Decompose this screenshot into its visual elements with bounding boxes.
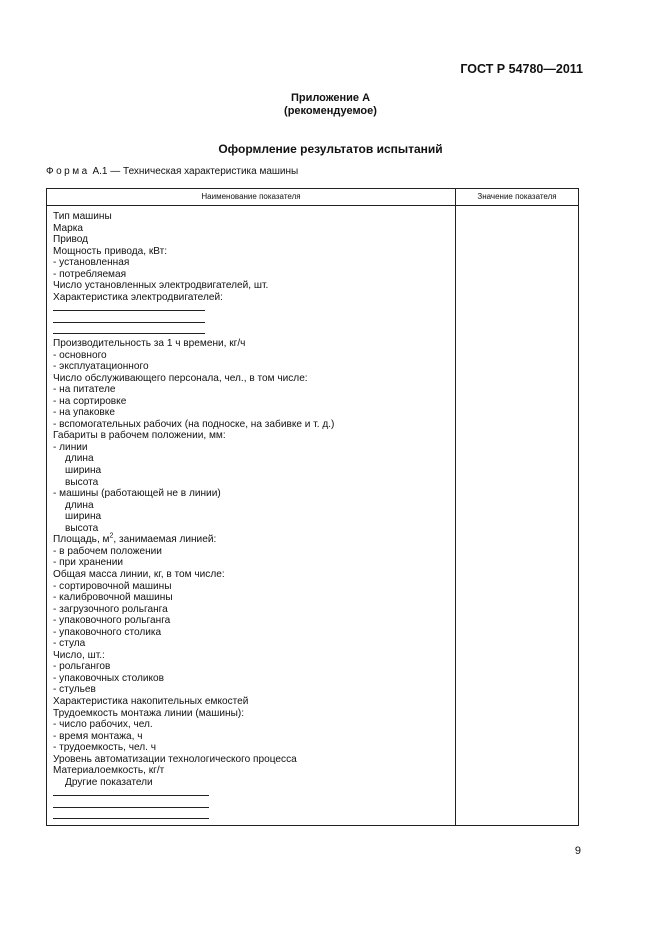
form-caption [46, 166, 298, 177]
column-divider [455, 189, 456, 825]
table-row: Материалоемкость, кг/т [53, 765, 165, 777]
table-row: - машины (работающей не в линии) [53, 488, 221, 500]
table-row: высота [65, 522, 99, 534]
table-row: длина [65, 453, 94, 465]
table-row: - на упаковке [53, 407, 115, 419]
characteristics-table [46, 188, 579, 826]
table-row: Марка [53, 222, 84, 234]
annex-title: Приложение А [290, 92, 371, 104]
table-row: Производительность за 1 ч времени, кг/ч [53, 338, 246, 350]
table-row: - при хранении [53, 557, 124, 569]
table-row [53, 534, 453, 546]
table-row: - упаковочного рольганга [53, 615, 171, 627]
annex-status: (рекомендуемое) [284, 105, 377, 117]
table-row: - в рабочем положении [53, 545, 162, 557]
table-row: - упаковочного столика [53, 626, 162, 638]
indicator-list [53, 211, 453, 823]
table-row: Число установленных электродвигателей, шт. [53, 280, 269, 292]
table-row: - эксплуатационного [53, 361, 149, 373]
table-row: - калибровочной машины [53, 592, 173, 604]
table-row: - потребляемая [53, 268, 127, 280]
table-row: ширина [65, 465, 102, 477]
blank-fill-line [53, 326, 453, 338]
table-row: - на сортировке [53, 395, 127, 407]
annex-heading [0, 92, 661, 118]
table-row: - установленная [53, 257, 130, 269]
table-row: Число обслуживающего персонала, чел., в том числе: [53, 372, 308, 384]
table-row: Общая масса линии, кг, в том числе: [53, 568, 225, 580]
table-row: - трудоемкость, чел. ч [53, 742, 157, 754]
form-caption-text: А.1 — Техническая характеристика машины [92, 166, 299, 177]
column-header-name: Наименование показателя [47, 189, 455, 206]
area-label: Площадь, м [53, 534, 110, 546]
table-row: высота [65, 476, 99, 488]
table-row: длина [65, 499, 94, 511]
table-row: Уровень автоматизации технологического процесса [53, 753, 297, 765]
table-row: Привод [53, 234, 89, 246]
table-row: Мощность привода, кВт: [53, 245, 168, 257]
table-row: ширина [65, 511, 102, 523]
table-row: - линии [53, 441, 88, 453]
table-row: - основного [53, 349, 107, 361]
table-row: - рольгангов [53, 661, 111, 673]
table-row: - время монтажа, ч [53, 730, 143, 742]
table-row: - загрузочного рольганга [53, 603, 168, 615]
table-row: Тип машины [53, 211, 112, 222]
table-row: Другие показатели [65, 776, 153, 788]
blank-fill-line [53, 800, 453, 812]
blank-fill-line [53, 788, 453, 800]
table-row: Трудоемкость монтажа линии (машины): [53, 707, 244, 719]
column-header-value: Значение показателя [455, 189, 579, 206]
table-row: - упаковочных столиков [53, 672, 164, 684]
area-label-suffix: , занимаемая линией: [113, 534, 217, 546]
form-label: Форма [46, 166, 90, 177]
table-row: - стула [53, 638, 86, 650]
table-row: - стульев [53, 684, 96, 696]
table-row: Характеристика электродвигателей: [53, 291, 223, 303]
table-row: - вспомогательных рабочих (на подноске, на забивке и т. д.) [53, 418, 335, 430]
table-row: Характеристика накопительных емкостей [53, 695, 249, 707]
table-row: - на питателе [53, 384, 116, 396]
standard-designation: ГОСТ Р 54780—2011 [460, 62, 583, 76]
page-number: 9 [574, 845, 581, 857]
blank-fill-line [53, 303, 453, 315]
blank-fill-line [53, 811, 453, 823]
table-row: - число рабочих, чел. [53, 719, 153, 731]
table-row: Число, шт.: [53, 649, 105, 661]
blank-fill-line [53, 315, 453, 327]
section-title: Оформление результатов испытаний [218, 142, 443, 156]
table-row: - сортировочной машины [53, 580, 172, 592]
area-unit-exponent: 2 [109, 532, 114, 540]
table-row: Габариты в рабочем положении, мм: [53, 430, 226, 442]
